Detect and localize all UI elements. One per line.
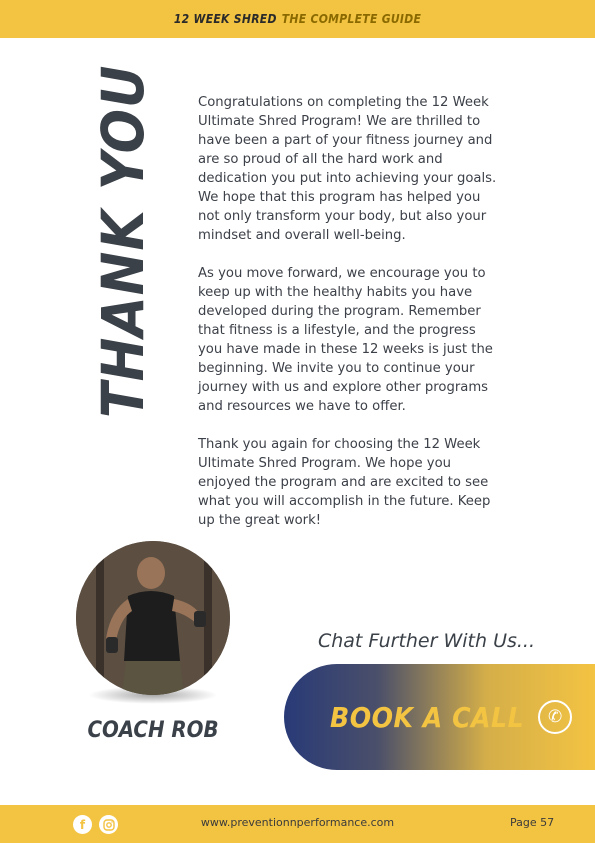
header-title-sub: THE COMPLETE GUIDE xyxy=(281,12,422,26)
book-a-call-label: BOOK A CALL xyxy=(330,700,525,734)
paragraph-3: Thank you again for choosing the 12 Week Ultimate Shred Program. We hope you enjoyed the program and are excited to see what you will accomplish in the future. Keep up the great work! xyxy=(198,437,491,528)
body-text xyxy=(198,93,503,549)
phone-icon: ✆ xyxy=(538,700,572,734)
header-title-main: 12 WEEK SHRED xyxy=(173,12,277,26)
header-title xyxy=(174,12,421,26)
facebook-icon[interactable]: f xyxy=(73,815,92,834)
book-a-call-button[interactable] xyxy=(284,664,595,770)
coach-photo xyxy=(76,541,230,695)
coach-name: COACH ROB xyxy=(87,718,219,743)
page-number: Page 57 xyxy=(510,816,555,829)
page-header xyxy=(0,0,595,38)
website-link[interactable]: www.preventionnperformance.com xyxy=(200,816,395,829)
thank-you-heading: THANK YOU xyxy=(89,64,157,418)
coach-photo-illustration xyxy=(76,541,230,695)
chat-prompt: Chat Further With Us... xyxy=(317,630,535,652)
paragraph-2: As you move forward, we encourage you to keep up with the healthy habits you have developed during the program. Remember that fitness is a lifestyle, and the progress you have made in these 12 weeks is just the beginning. We invite you to continue your journey with us and explore other programs and resources we have to offer. xyxy=(198,266,493,414)
paragraph-1: Congratulations on completing the 12 Week Ultimate Shred Program! We are thrilled to have been a part of your fitness journey and are so proud of all the hard work and dedication you put into achieving your goals. We hope that this program has helped you not only transform your body, but also your mindset and overall well-being. xyxy=(198,95,497,243)
